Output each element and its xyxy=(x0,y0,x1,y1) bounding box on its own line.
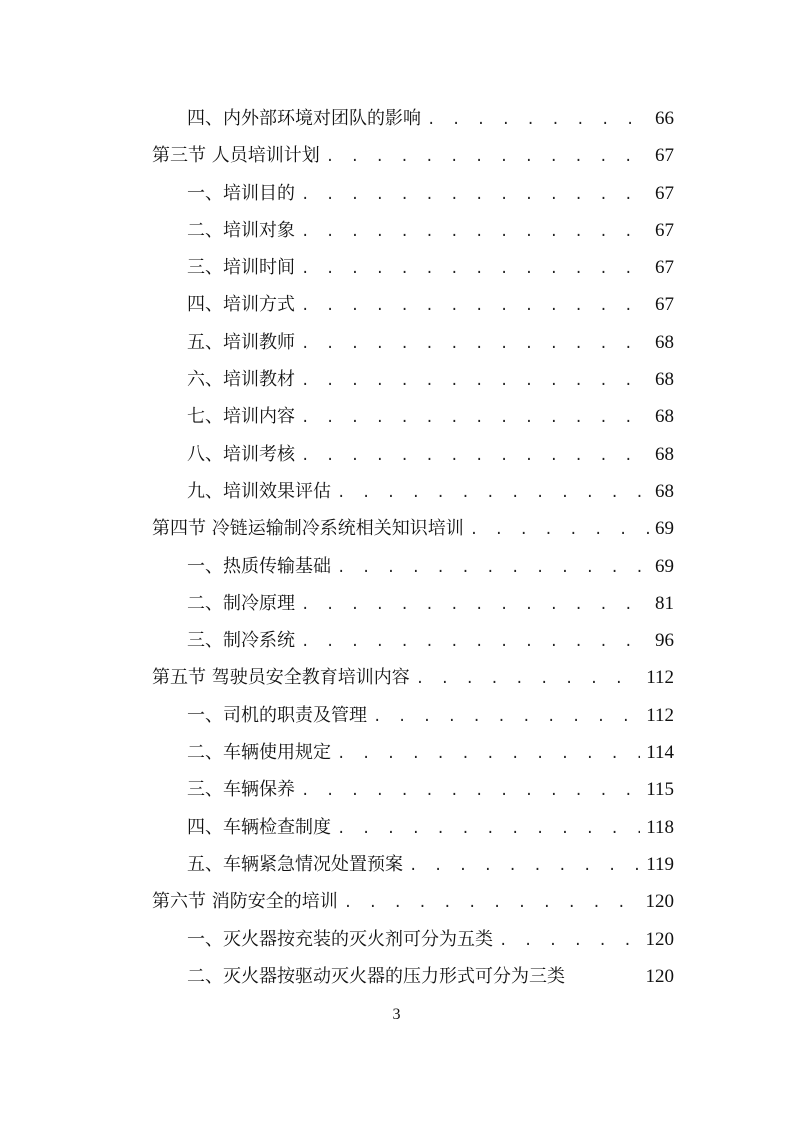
toc-entry[interactable] xyxy=(152,548,674,585)
toc-entry-page: 112 xyxy=(646,704,674,726)
leader-dots xyxy=(337,550,649,587)
toc-entry[interactable] xyxy=(152,286,674,323)
toc-entry[interactable] xyxy=(152,697,674,734)
toc-entry[interactable] xyxy=(152,771,674,808)
leader-dots xyxy=(326,139,649,176)
toc-entry[interactable] xyxy=(152,809,674,846)
toc-entry[interactable] xyxy=(152,137,674,174)
toc-entry-page: 96 xyxy=(655,630,674,652)
toc-entry-title: 五、培训教师 xyxy=(187,331,295,353)
leader-dots xyxy=(301,288,649,325)
leader-dots xyxy=(301,214,649,251)
leader-dots xyxy=(470,512,649,549)
toc-entry[interactable] xyxy=(152,659,674,696)
toc-entry-page: 115 xyxy=(646,779,674,801)
toc-entry-title: 六、培训教材 xyxy=(187,369,295,391)
toc-entry-page: 114 xyxy=(646,742,674,764)
toc-entry[interactable] xyxy=(152,398,674,435)
toc-entry-page: 67 xyxy=(655,294,674,316)
toc-entry-page: 68 xyxy=(655,480,674,502)
toc-entry-title: 第六节 消防安全的培训 xyxy=(152,891,338,913)
toc-entry-page: 120 xyxy=(645,891,674,913)
toc-entry-page: 120 xyxy=(645,928,674,950)
toc-entry-title: 七、培训内容 xyxy=(187,406,295,428)
toc-entry[interactable] xyxy=(152,585,674,622)
toc-entry-title: 二、培训对象 xyxy=(187,219,295,241)
toc-entry[interactable] xyxy=(152,958,674,995)
leader-dots xyxy=(409,848,640,885)
toc-entry-title: 四、培训方式 xyxy=(187,294,295,316)
page-number: 3 xyxy=(392,1006,401,1023)
toc-entry-page: 118 xyxy=(646,816,674,838)
leader-dots xyxy=(344,885,640,922)
leader-dots xyxy=(337,736,640,773)
toc-entry[interactable] xyxy=(152,734,674,771)
toc-entry[interactable] xyxy=(152,175,674,212)
toc-entry-page: 69 xyxy=(655,555,674,577)
toc-entry[interactable] xyxy=(152,100,674,137)
leader-dots xyxy=(337,475,649,512)
leader-dots xyxy=(301,251,649,288)
toc-entry[interactable] xyxy=(152,324,674,361)
toc-entry-title: 第三节 人员培训计划 xyxy=(152,145,320,167)
toc-entry-title: 一、热质传输基础 xyxy=(187,555,331,577)
toc-entry-title: 四、内外部环境对团队的影响 xyxy=(187,108,421,129)
toc-entry-page: 67 xyxy=(655,145,674,167)
leader-dots xyxy=(427,102,649,139)
leader-dots xyxy=(373,699,640,736)
toc-entry-page: 68 xyxy=(655,369,674,391)
toc-entry-title: 三、制冷系统 xyxy=(187,630,295,652)
leader-dots xyxy=(337,811,640,848)
toc-entry-page: 81 xyxy=(655,592,674,614)
toc-entry[interactable] xyxy=(152,249,674,286)
toc-entry[interactable] xyxy=(152,361,674,398)
leader-dots xyxy=(301,438,649,475)
toc-entry-page: 67 xyxy=(655,182,674,204)
toc-entry[interactable] xyxy=(152,883,674,920)
toc-entry-page: 68 xyxy=(655,406,674,428)
leader-dots xyxy=(301,587,649,624)
toc-entry-title: 一、培训目的 xyxy=(187,182,295,204)
toc-entry-title: 二、制冷原理 xyxy=(187,592,295,614)
toc-entry-page: 68 xyxy=(655,443,674,465)
toc-entry-title: 二、车辆使用规定 xyxy=(187,742,331,764)
leader-dots xyxy=(301,400,649,437)
toc-entry-title: 九、培训效果评估 xyxy=(187,480,331,502)
toc-entry-page: 120 xyxy=(645,965,674,987)
toc-entry-title: 一、灭火器按充装的灭火剂可分为五类 xyxy=(187,928,493,950)
leader-dots xyxy=(301,624,649,661)
toc-entry-title: 五、车辆紧急情况处置预案 xyxy=(187,853,403,875)
toc-entry-page: 68 xyxy=(655,331,674,353)
leader-dots xyxy=(416,661,640,698)
toc-entry-title: 第五节 驾驶员安全教育培训内容 xyxy=(152,667,410,689)
leader-dots xyxy=(499,923,640,960)
toc-entry-page: 66 xyxy=(655,108,674,129)
leader-dots xyxy=(301,326,649,363)
toc-entry[interactable] xyxy=(152,921,674,958)
toc-entry[interactable] xyxy=(152,622,674,659)
table-of-contents xyxy=(152,100,674,995)
toc-entry-title: 第四节 冷链运输制冷系统相关知识培训 xyxy=(152,518,464,540)
leader-dots xyxy=(301,363,649,400)
toc-entry-page: 112 xyxy=(646,667,674,689)
leader-dots xyxy=(301,177,649,214)
toc-entry[interactable] xyxy=(152,436,674,473)
toc-entry-title: 二、灭火器按驱动灭火器的压力形式可分为三类 xyxy=(187,965,565,987)
toc-entry-title: 四、车辆检查制度 xyxy=(187,816,331,838)
toc-entry-title: 八、培训考核 xyxy=(187,443,295,465)
toc-entry[interactable] xyxy=(152,510,674,547)
leader-dots xyxy=(301,773,640,810)
toc-entry[interactable] xyxy=(152,473,674,510)
toc-entry-page: 67 xyxy=(655,219,674,241)
toc-entry-title: 三、培训时间 xyxy=(187,257,295,279)
toc-entry-page: 119 xyxy=(646,853,674,875)
toc-entry-title: 三、车辆保养 xyxy=(187,779,295,801)
toc-entry[interactable] xyxy=(152,846,674,883)
toc-entry-title: 一、司机的职责及管理 xyxy=(187,704,367,726)
toc-entry[interactable] xyxy=(152,212,674,249)
toc-entry-page: 69 xyxy=(655,518,674,540)
toc-entry-page: 67 xyxy=(655,257,674,279)
